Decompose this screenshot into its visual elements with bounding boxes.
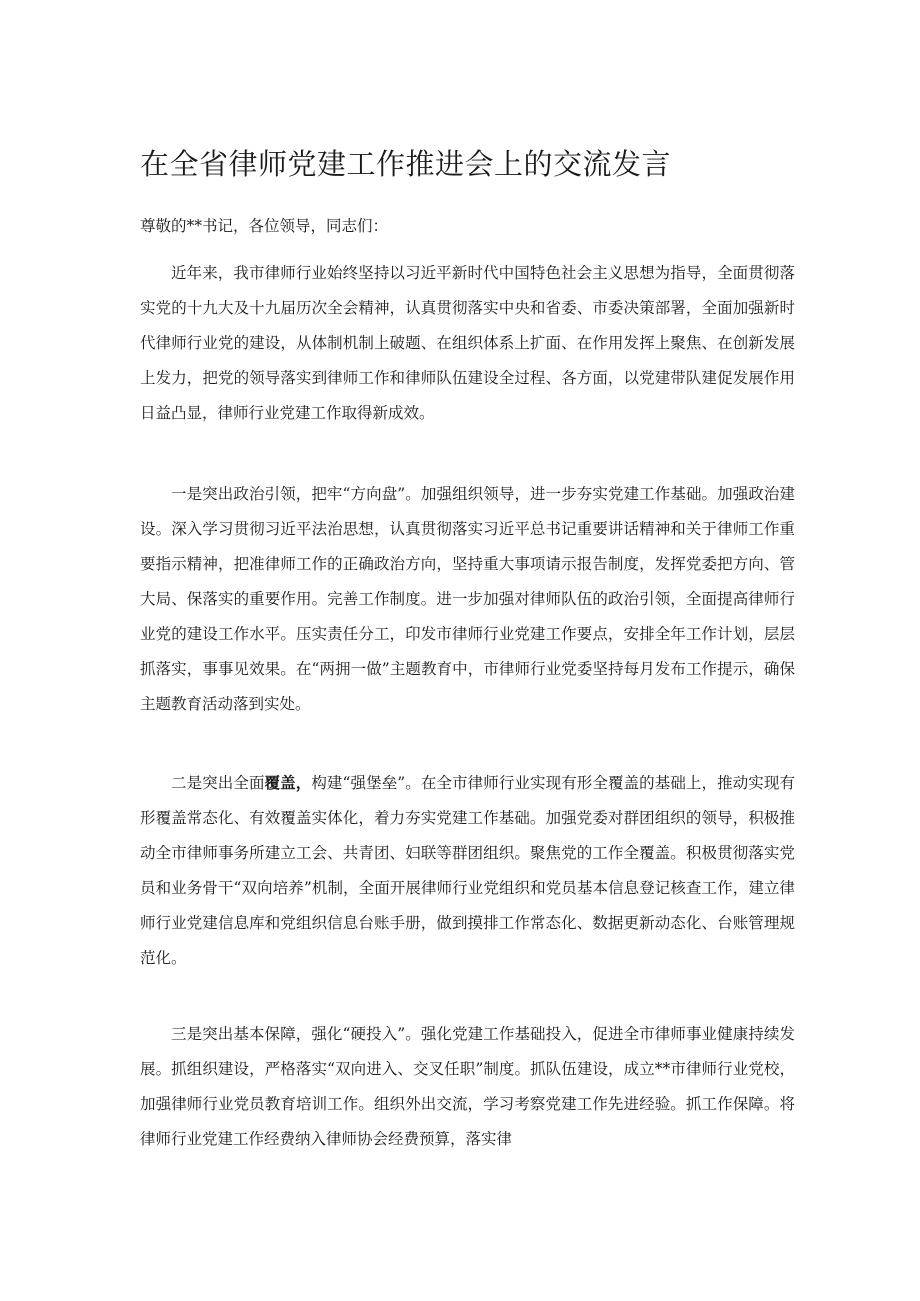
paragraph-text: 二是突出全面 bbox=[171, 774, 265, 792]
document-title: 在全省律师党建工作推进会上的交流发言 bbox=[140, 147, 672, 181]
paragraph-intro: 近年来，我市律师行业始终坚持以习近平新时代中国特色社会主义思想为指导，全面贯彻落实党的十九大及十九届历次全会精神，认真贯彻落实中央和省委、市委决策部署，全面加强新时代律师行业党的建设，从体制机制上破题、在组织体系上扩面、在作用发挥上聚焦、在创新发展上发力，把党的领导落实到律师工作和律师队伍建设全过程、各方面，以党建带队建促发展作用日益凸显，律师行业党建工作取得新成效。 bbox=[140, 264, 795, 422]
bold-text: 覆盖， bbox=[264, 773, 312, 792]
paragraph-basic-guarantee: 三是突出基本保障，强化“硬投入”。强化党建工作基础投入，促进全市律师事业健康持续发展。抓组织建设，严格落实“双向进入、交叉任职”制度。抓队伍建设，成立**市律师行业党校，加强律师行业党员教育培训工作。组织外出交流，学习考察党建工作先进经验。抓工作保障。将律师行业党建工作经费纳入律师协会经费预算，落实律 bbox=[140, 1025, 795, 1148]
paragraph-text: 构建“强堡垒”。在全市律师行业实现有形全覆盖的基础上，推动实现有形覆盖常态化、有效覆盖实体化，着力夯实党建工作基础。加强党委对群团组织的领导，积极推动全市律师事务所建立工会、共青团、妇联等群团组织。聚焦党的工作全覆盖。积极贯彻落实党员和业务骨干“双向培养”机制，全面开展律师行业党组织和党员基本信息登记核查工作，建立律师行业党建信息库和党组织信息台账手册，做到摸排工作常态化、数据更新动态化、台账管理规范化。 bbox=[140, 774, 795, 967]
paragraph-political-guidance: 一是突出政治引领，把牢“方向盘”。加强组织领导，进一步夯实党建工作基础。加强政治建设。深入学习贯彻习近平法治思想，认真贯彻落实习近平总书记重要讲话精神和关于律师工作重要指示精神，把准律师工作的正确政治方向，坚持重大事项请示报告制度，发挥党委把方向、管大局、保落实的重要作用。完善工作制度。进一步加强对律师队伍的政治引领，全面提高律师行业党的建设工作水平。压实责任分工，印发市律师行业党建工作要点，安排全年工作计划，层层抓落实，事事见效果。在“两拥一做”主题教育中，市律师行业党委坚持每月发布工作提示，确保主题教育活动落到实处。 bbox=[140, 485, 795, 713]
paragraph-full-coverage bbox=[140, 765, 795, 976]
salutation: 尊敬的**书记，各位领导，同志们： bbox=[140, 217, 389, 235]
